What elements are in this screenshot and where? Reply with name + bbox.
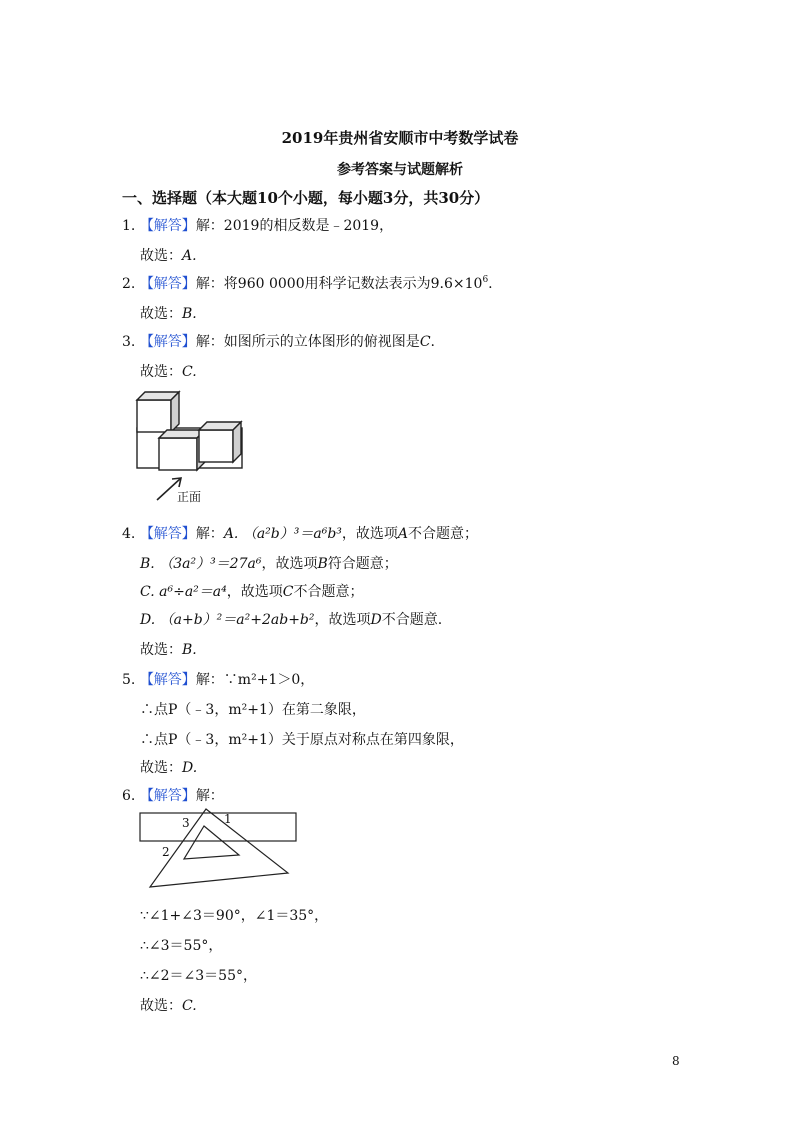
expression-a: （a²b）³＝a⁶b³	[242, 526, 342, 542]
expression-d: （a+b）²＝a²+2ab+b²	[159, 612, 315, 628]
angle-1-label: 1	[224, 812, 232, 826]
q6-line-2: ∴∠3＝55°，	[140, 938, 223, 954]
q4-option-c: C. a⁶÷a²＝a⁴，故选项C不合题意；	[140, 584, 364, 600]
question-number: 1.	[122, 218, 136, 234]
question-5: 5. 【解答】解：∵m²+1＞0，	[122, 672, 315, 688]
choice-letter: A.	[182, 248, 197, 264]
page-number: 8	[672, 1054, 680, 1068]
angle-3-label: 3	[182, 816, 190, 830]
page-title: 2019年贵州省安顺市中考数学试卷	[281, 129, 519, 147]
q4-option-b: B. （3a²）³＝27a⁶，故选项B符合题意；	[140, 556, 398, 572]
expression-c: a⁶÷a²＝a⁴	[159, 584, 227, 600]
angle-2-label: 2	[162, 845, 170, 859]
q5-choice: 故选：D.	[140, 760, 198, 776]
q5-line-3: ∴点P（﹣3，m²+1）关于原点对称点在第四象限，	[140, 732, 464, 748]
q3-choice: 故选：C.	[140, 364, 197, 380]
q6-line-3: ∴∠2＝∠3＝55°，	[140, 968, 257, 984]
page-subtitle: 参考答案与试题解析	[337, 162, 463, 178]
choice-letter: C.	[182, 364, 197, 380]
expression-b: （3a²）³＝27a⁶	[159, 556, 262, 572]
triangle-ruler-figure	[138, 808, 300, 890]
answer-tag: 【解答】	[139, 276, 196, 292]
q6-choice: 故选：C.	[140, 998, 197, 1014]
q5-line-2: ∴点P（﹣3，m²+1）在第二象限，	[140, 702, 366, 718]
choice-letter: D.	[182, 760, 198, 776]
answer-tag: 【解答】	[139, 672, 196, 688]
question-2: 2. 【解答】解：将960 0000用科学记数法表示为$9.6\times 10^6$.	[122, 275, 493, 292]
answer-tag: 【解答】	[139, 218, 196, 234]
question-number: 5.	[122, 672, 136, 688]
question-3: 3. 【解答】解：如图所示的立体图形的俯视图是C.	[122, 334, 435, 350]
question-1	[122, 216, 393, 236]
solution-text: 解：2019的相反数是﹣2019，	[195, 218, 394, 234]
answer-tag: 【解答】	[139, 526, 196, 542]
section-heading: 一、选择题（本大题10个小题，每小题3分，共30分）	[122, 189, 490, 207]
question-number: 4.	[122, 526, 136, 542]
front-label: 正面	[177, 490, 202, 504]
answer-tag: 【解答】	[139, 788, 196, 804]
choice-letter: B.	[182, 642, 197, 658]
q4-option-d: D. （a+b）²＝a²+2ab+b²，故选项D不合题意.	[140, 612, 443, 628]
q2-choice: 故选：B.	[140, 306, 197, 322]
answer-tag: 【解答】	[139, 334, 196, 350]
q6-line-1: ∵∠1+∠3＝90°，∠1＝35°，	[140, 908, 329, 924]
cube-figure	[135, 388, 245, 508]
q1-choice: 故选：A.	[140, 248, 197, 264]
q4-choice: 故选：B.	[140, 642, 197, 658]
question-number: 3.	[122, 334, 136, 350]
choice-letter: C.	[182, 998, 197, 1014]
question-6: 6. 【解答】解：	[122, 788, 224, 804]
choice-letter: B.	[182, 306, 197, 322]
question-number: 2.	[122, 276, 136, 292]
exponent: 6	[482, 275, 489, 285]
question-4: 4. 【解答】解：A. （a²b）³＝a⁶b³，故选项A不合题意；	[122, 526, 479, 542]
question-number: 6.	[122, 788, 136, 804]
